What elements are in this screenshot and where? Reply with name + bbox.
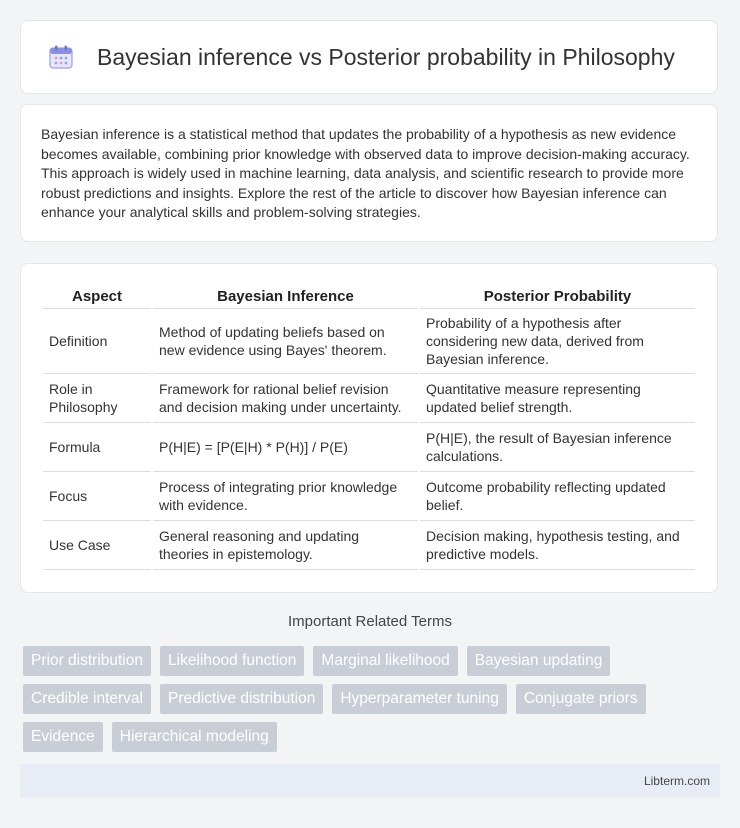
table-row <box>43 423 695 472</box>
footer <box>20 764 720 798</box>
header-aspect: Aspect <box>43 284 151 309</box>
related-terms-title: Important Related Terms <box>288 613 452 630</box>
table-row <box>43 374 695 423</box>
calendar-icon <box>47 43 75 71</box>
cell-aspect: Definition <box>43 309 151 374</box>
cell-posterior: Quantitative measure representing updated belief strength. <box>420 374 695 423</box>
header-card <box>20 20 718 94</box>
cell-bayesian: Method of updating beliefs based on new evidence using Bayes' theorem. <box>153 309 418 374</box>
cell-aspect: Focus <box>43 472 151 521</box>
cell-bayesian: General reasoning and updating theories in epistemology. <box>153 521 418 570</box>
cell-bayesian: Framework for rational belief revision and decision making under uncertainty. <box>153 374 418 423</box>
cell-posterior: Decision making, hypothesis testing, and predictive models. <box>420 521 695 570</box>
footer-brand-link[interactable]: Libterm.com <box>643 774 710 788</box>
cell-aspect: Formula <box>43 423 151 472</box>
table-row <box>43 309 695 374</box>
tag-marginal-likelihood[interactable]: Marginal likelihood <box>313 646 457 676</box>
comparison-table <box>41 284 697 570</box>
table-row <box>43 521 695 570</box>
cell-posterior: Outcome probability reflecting updated belief. <box>420 472 695 521</box>
tag-hierarchical-modeling[interactable]: Hierarchical modeling <box>112 722 277 752</box>
related-terms-list <box>23 646 723 752</box>
cell-aspect: Use Case <box>43 521 151 570</box>
tag-credible-interval[interactable]: Credible interval <box>23 684 151 714</box>
cell-posterior: Probability of a hypothesis after considering new data, derived from Bayesian inference. <box>420 309 695 374</box>
page-title: Bayesian inference vs Posterior probability in Philosophy <box>97 43 675 70</box>
tag-predictive-distribution[interactable]: Predictive distribution <box>160 684 323 714</box>
header-posterior-probability: Posterior Probability <box>420 284 695 309</box>
tag-likelihood-function[interactable]: Likelihood function <box>160 646 304 676</box>
tag-prior-distribution[interactable]: Prior distribution <box>23 646 151 676</box>
table-row <box>43 472 695 521</box>
tag-bayesian-updating[interactable]: Bayesian updating <box>467 646 611 676</box>
cell-bayesian: P(H|E) = [P(E|H) * P(H)] / P(E) <box>153 423 418 472</box>
intro-paragraph: Bayesian inference is a statistical method that updates the probability of a hypothesis as new evidence becomes available, combining prior knowledge with observed data to improve decision-making accuracy. This approach is widely used in machine learning, data analysis, and scientific research to provide more robust predictions and insights. Explore the rest of the article to discover how Bayesian inference can enhance your analytical skills and problem-solving strategies. <box>41 126 690 220</box>
tag-hyperparameter-tuning[interactable]: Hyperparameter tuning <box>332 684 507 714</box>
intro-card <box>20 104 718 242</box>
tag-conjugate-priors[interactable]: Conjugate priors <box>516 684 646 714</box>
cell-bayesian: Process of integrating prior knowledge with evidence. <box>153 472 418 521</box>
cell-posterior: P(H|E), the result of Bayesian inference calculations. <box>420 423 695 472</box>
tag-evidence[interactable]: Evidence <box>23 722 103 752</box>
cell-aspect: Role in Philosophy <box>43 374 151 423</box>
comparison-card <box>20 263 718 593</box>
header-bayesian-inference: Bayesian Inference <box>153 284 418 309</box>
table-header-row <box>43 284 695 309</box>
